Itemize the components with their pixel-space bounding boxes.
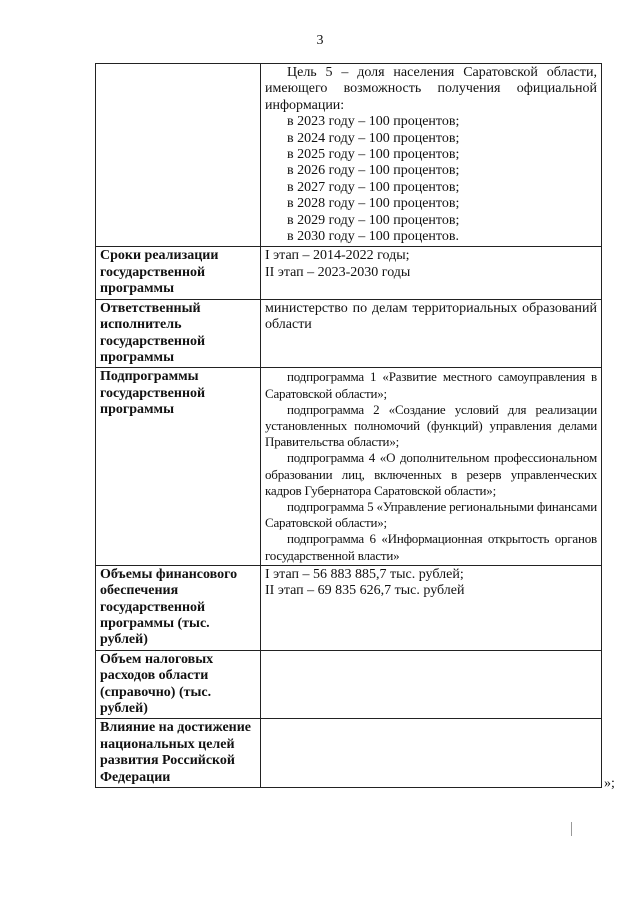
goal-5-year-2027: в 2027 году – 100 процентов; [287, 179, 460, 195]
table-row [96, 368, 602, 565]
table-row [96, 247, 602, 299]
closing-quote-mark: »; [604, 776, 615, 791]
row-label-national-goals: Влияние на достижение национальных целей развития Российской Федерации [96, 719, 261, 788]
subprogram-2: подпрограмма 2 «Создание условий для реализации установленных полномочий (функций) управления делами Правительства области»; [265, 401, 597, 450]
stage-2-terms: II этап – 2023-2030 годы [265, 264, 411, 280]
stage-2-funding: II этап – 69 835 626,7 тыс. рублей [265, 583, 465, 599]
subprogram-1: подпрограмма 1 «Развитие местного самоуправления в Саратовской области»; [265, 369, 597, 401]
subprogram-5: подпрограмма 5 «Управление региональными финансами Саратовской области»; [265, 498, 597, 531]
row-label-tax-expenditures: Объем налоговых расходов области (справочно) (тыс. рублей) [96, 650, 261, 719]
executor-text: министерство по делам территориальных образований области [265, 300, 597, 333]
row-label-subprograms: Подпрограммы государственной программы [96, 368, 261, 565]
table-row [96, 299, 602, 368]
row-label-terms: Сроки реализации государственной программы [96, 247, 261, 299]
subprograms-cell [261, 368, 602, 565]
goal-5-year-2025: в 2025 году – 100 процентов; [287, 147, 460, 163]
terms-cell [261, 247, 602, 299]
goal-5-intro: Цель 5 – доля населения Саратовской области, имеющего возможность получения официальной информации: [265, 65, 597, 113]
page-number: 3 [316, 33, 324, 48]
table-row [96, 565, 602, 650]
table-row [96, 64, 602, 247]
goal-5-year-2024: в 2024 году – 100 процентов; [287, 130, 460, 146]
row-label-funding: Объемы финансового обеспечения государственной программы (тыс. рублей) [96, 565, 261, 650]
tax-expenditures-cell [261, 650, 602, 719]
goal-5-cell [261, 64, 602, 247]
row-label-executor: Ответственный исполнитель государственной программы [96, 299, 261, 368]
executor-cell [261, 299, 602, 368]
national-goals-cell [261, 719, 602, 788]
stage-1-funding: I этап – 56 883 885,7 тыс. рублей; [265, 566, 464, 582]
stage-1-terms: I этап – 2014-2022 годы; [265, 248, 410, 264]
table-row [96, 650, 602, 719]
goal-5-year-2026: в 2026 году – 100 процентов; [287, 163, 460, 179]
goal-5-year-2030: в 2030 году – 100 процентов. [287, 229, 459, 245]
program-passport-table [95, 63, 602, 788]
subprogram-4: подпрограмма 4 «О дополнительном профессиональном образовании лиц, включенных в резерв управленческих кадров Губернатора Саратовской области»; [265, 450, 597, 498]
margin-mark [571, 822, 572, 836]
goal-5-year-2029: в 2029 году – 100 процентов; [287, 212, 460, 228]
row-label [96, 64, 261, 247]
goal-5-year-2023: в 2023 году – 100 процентов; [287, 114, 460, 130]
funding-cell [261, 565, 602, 650]
table-row [96, 719, 602, 788]
goal-5-year-2028: в 2028 году – 100 процентов; [287, 196, 460, 212]
subprogram-6: подпрограмма 6 «Информационная открытость органов государственной власти» [265, 531, 597, 563]
